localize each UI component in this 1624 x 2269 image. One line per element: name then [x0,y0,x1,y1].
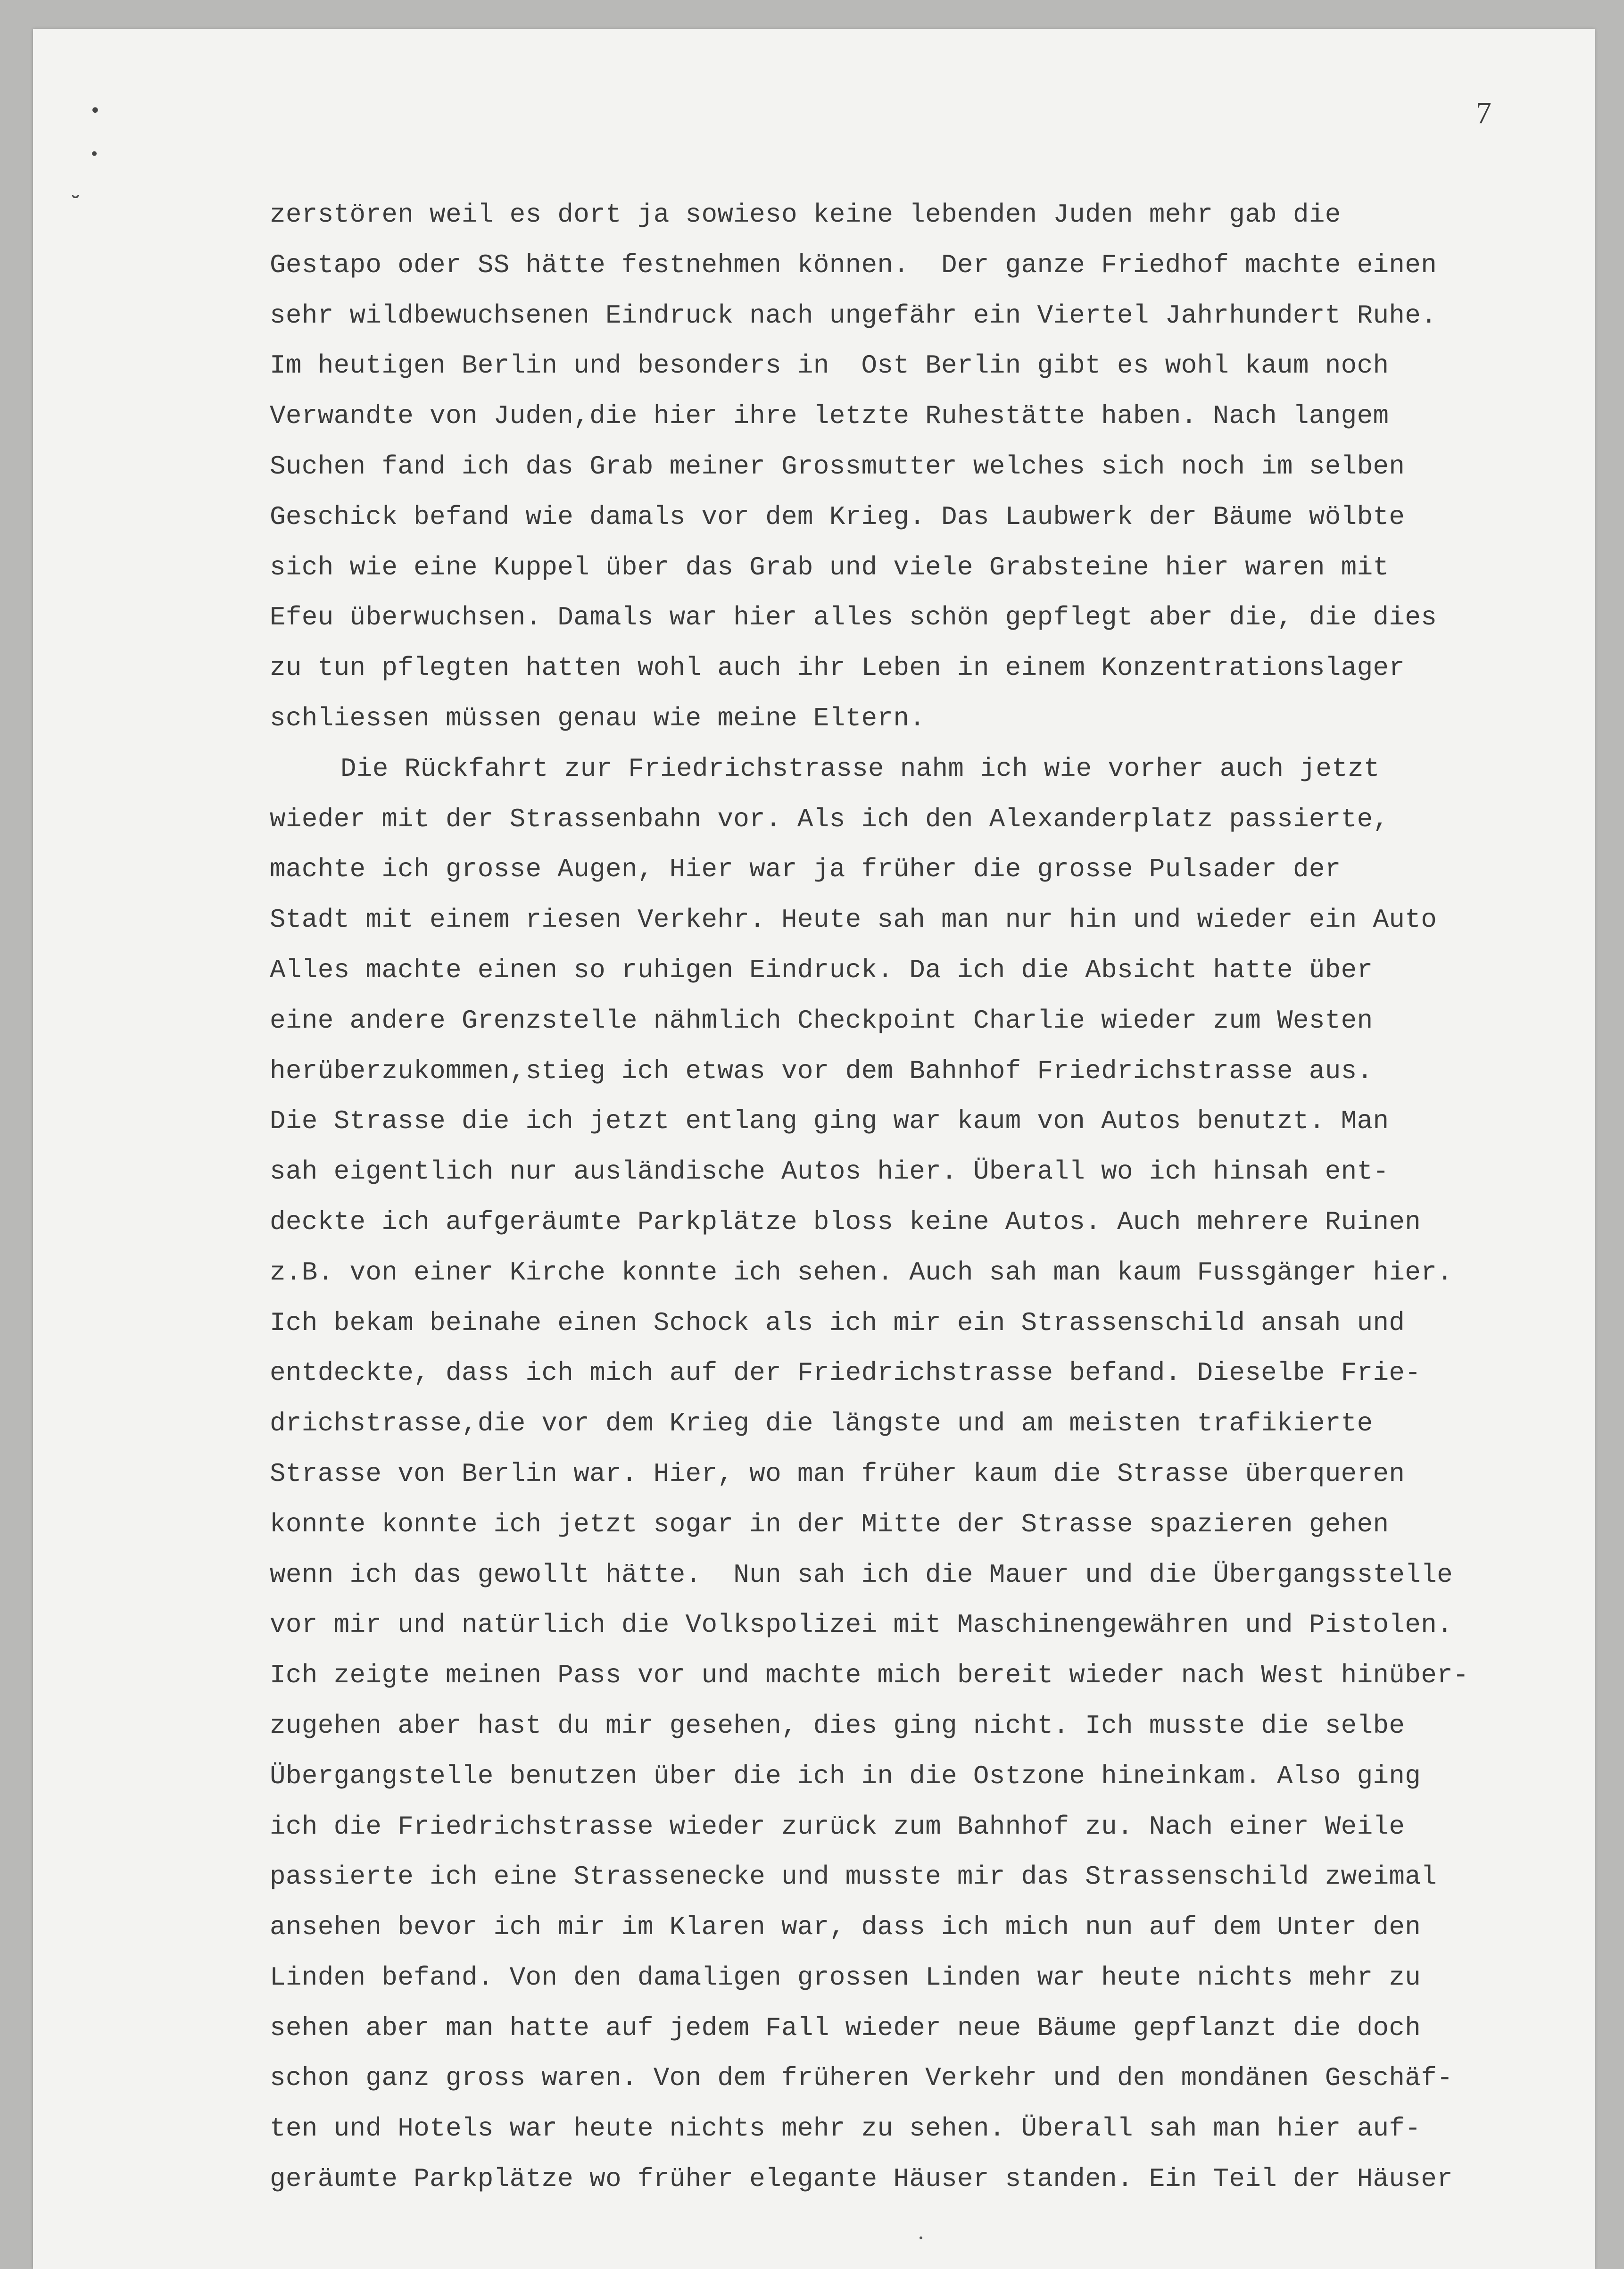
text-line: Geschick befand wie damals vor dem Krieg. Das Laubwerk der Bäume wölbte [270,501,1405,532]
text-line: geräumte Parkplätze wo früher elegante Häuser standen. Ein Teil der Häuser [270,2164,1453,2194]
text-line: deckte ich aufgeräumte Parkplätze bloss keine Autos. Auch mehrere Ruinen [270,1206,1421,1237]
text-line: Im heutigen Berlin und besonders in Ost Berlin gibt es wohl kaum noch [270,350,1389,381]
text-line: Ich zeigte meinen Pass vor und machte mich bereit wieder nach West hinüber- [270,1660,1469,1691]
typed-text-body [270,190,1543,2204]
text-line: zu tun pflegten hatten wohl auch ihr Leben in einem Konzentrationslager [270,653,1405,683]
text-line: sehen aber man hatte auf jedem Fall wieder neue Bäume gepflanzt die doch [270,2012,1421,2043]
text-line: passierte ich eine Strassenecke und musste mir das Strassenschild zweimal [270,1862,1437,1892]
text-line: Alles machte einen so ruhigen Eindruck. Da ich die Absicht hatte über [270,955,1373,985]
text-line: sehr wildbewuchsenen Eindruck nach ungefähr ein Viertel Jahrhundert Ruhe. [270,300,1437,331]
text-line: Suchen fand ich das Grab meiner Grossmutter welches sich noch im selben [270,451,1405,482]
text-line: drichstrasse,die vor dem Krieg die längste und am meisten trafikierte [270,1408,1373,1439]
text-line: z.B. von einer Kirche konnte ich sehen. Auch sah man kaum Fussgänger hier. [270,1257,1453,1288]
text-line: zugehen aber hast du mir gesehen, dies ging nicht. Ich musste die selbe [270,1710,1405,1741]
text-line: Ich bekam beinahe einen Schock als ich mir ein Strassenschild ansah und [270,1307,1405,1338]
typewritten-page [33,29,1595,2269]
text-line: eine andere Grenzstelle nähmlich Checkpoint Charlie wieder zum Westen [270,1005,1373,1036]
text-line: wenn ich das gewollt hätte. Nun sah ich die Mauer und die Übergangsstelle [270,1559,1453,1590]
text-line: ten und Hotels war heute nichts mehr zu sehen. Überall sah man hier auf- [270,2113,1421,2144]
text-line: Verwandte von Juden,die hier ihre letzte Ruhestätte haben. Nach langem [270,401,1389,432]
margin-mark: • [90,145,99,164]
text-line: schliessen müssen genau wie meine Eltern. [270,703,926,733]
text-line: schon ganz gross waren. Von dem früheren Verkehr und den mondänen Geschäf- [270,2063,1453,2094]
text-line: entdeckte, dass ich mich auf der Friedrichstrasse befand. Dieselbe Frie- [270,1358,1421,1388]
text-line: vor mir und natürlich die Volkspolizei mit Maschinengewähren und Pistolen. [270,1610,1453,1640]
text-line: zerstören weil es dort ja sowieso keine lebenden Juden mehr gab die [270,199,1341,230]
text-line: sich wie eine Kuppel über das Grab und viele Grabsteine hier waren mit [270,552,1389,582]
paragraph-start-line: Die Rückfahrt zur Friedrichstrasse nahm ich wie vorher auch jetzt [340,753,1380,784]
text-line: Gestapo oder SS hätte festnehmen können. Der ganze Friedhof machte einen [270,249,1437,280]
text-line: Übergangstelle benutzen über die ich in die Ostzone hineinkam. Also ging [270,1761,1421,1791]
page-number: 7 [1476,96,1491,130]
paper-speck [920,2236,922,2239]
text-line: machte ich grosse Augen, Hier war ja früher die grosse Pulsader der [270,854,1341,885]
text-line: konnte konnte ich jetzt sogar in der Mitte der Strasse spazieren gehen [270,1509,1389,1539]
text-line: Strasse von Berlin war. Hier, wo man früher kaum die Strasse überqueren [270,1458,1405,1489]
text-line: ansehen bevor ich mir im Klaren war, dass ich mich nun auf dem Unter den [270,1912,1421,1943]
text-line: Efeu überwuchsen. Damals war hier alles schön gepflegt aber die, die dies [270,602,1437,633]
text-line: Linden befand. Von den damaligen grossen Linden war heute nichts mehr zu [270,1962,1421,1993]
text-line: Die Strasse die ich jetzt entlang ging war kaum von Autos benutzt. Man [270,1106,1389,1137]
text-line: ich die Friedrichstrasse wieder zurück zum Bahnhof zu. Nach einer Weile [270,1811,1405,1842]
text-line: sah eigentlich nur ausländische Autos hier. Überall wo ich hinsah ent- [270,1156,1389,1187]
text-line: herüberzukommen,stieg ich etwas vor dem Bahnhof Friedrichstrasse aus. [270,1056,1373,1086]
margin-mark: • [90,100,101,122]
text-line: wieder mit der Strassenbahn vor. Als ich den Alexanderplatz passierte, [270,804,1389,834]
margin-mark: ˘ [70,192,81,218]
text-line: Stadt mit einem riesen Verkehr. Heute sah man nur hin und wieder ein Auto [270,905,1437,935]
